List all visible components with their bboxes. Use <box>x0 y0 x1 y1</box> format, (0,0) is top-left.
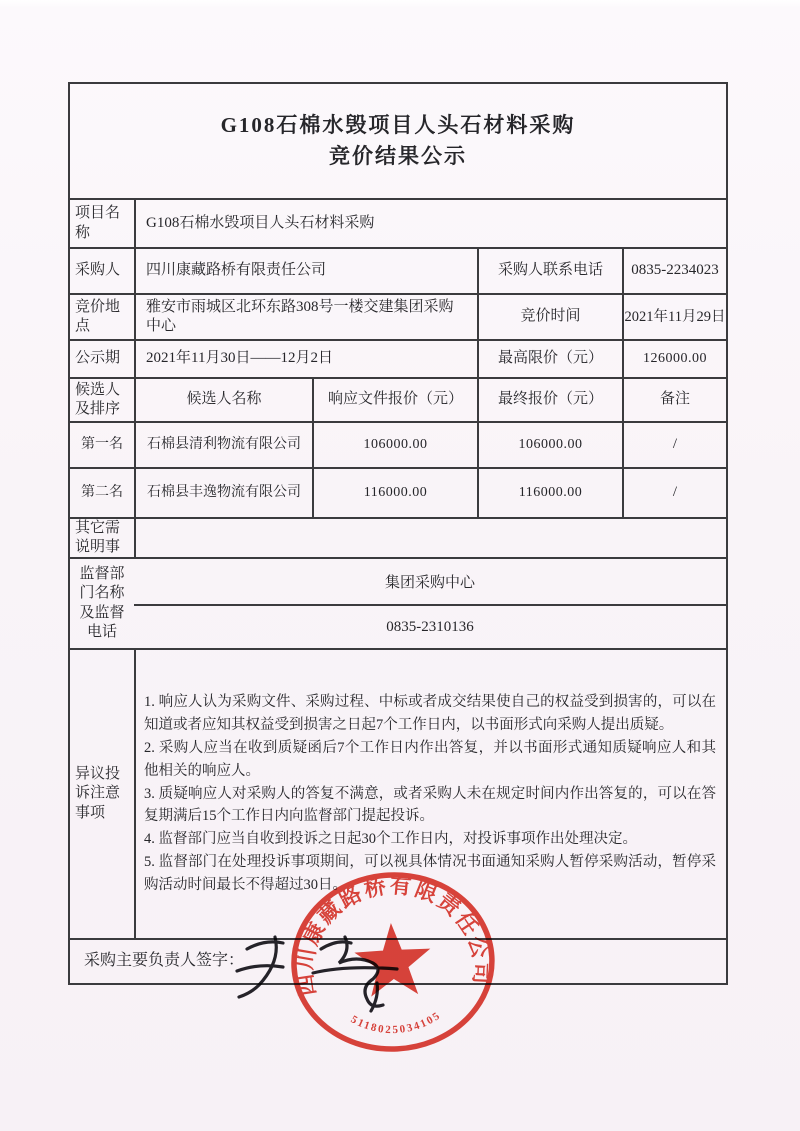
document-title <box>70 84 726 198</box>
candidate-2-remark: / <box>622 469 726 517</box>
candidate-1-rank: 第一名 <box>81 436 123 452</box>
objection-item-1: 1. 响应人认为采购文件、采购过程、中标或者成交结果使自己的权益受到损害的，可以在知道或者应知其权益受到损害之日起7个工作日内，以书面形式向采购人提出质疑。 <box>144 693 716 733</box>
objection-text <box>134 650 726 938</box>
supervision-department: 集团采购中心 <box>384 575 475 591</box>
candidate-row-2 <box>70 467 726 517</box>
max-price-value: 126000.00 <box>622 341 726 377</box>
bidding-time-value: 2021年11月29日 <box>622 295 726 339</box>
candidates-final-price-header: 最终报价（元） <box>477 379 622 421</box>
announcement-table <box>68 82 728 985</box>
candidates-doc-price-header: 响应文件报价（元） <box>312 379 477 421</box>
project-name-label: 项目名称 <box>75 205 121 241</box>
supervision-row <box>70 557 726 648</box>
supervision-phone: 0835-2310136 <box>134 604 726 648</box>
objection-row <box>70 648 726 938</box>
bidding-time-label: 竞价时间 <box>477 295 622 339</box>
bidding-place-label: 竞价地点 <box>75 298 121 334</box>
other-notes-row <box>70 517 726 557</box>
candidate-row-1 <box>70 421 726 467</box>
signature-row <box>70 938 726 983</box>
other-notes-label: 其它需说明事 <box>75 520 121 555</box>
bidding-place-value: 雅安市雨城区北环东路308号一楼交建集团采购中心 <box>134 295 477 339</box>
objection-item-4: 4. 监督部门应当自收到投诉之日起30个工作日内，对投诉事项作出处理决定。 <box>144 831 637 848</box>
objection-item-5: 5. 监督部门在处理投诉事项期间，可以视具体情况书面通知采购人暂停采购活动，暂停采购活动时间最长不得超过30日。 <box>144 854 716 894</box>
purchaser-label: 采购人 <box>75 262 121 279</box>
publicity-period-label: 公示期 <box>75 350 121 367</box>
signature-label: 采购主要负责人签字： <box>84 952 245 970</box>
candidate-1-doc-price: 106000.00 <box>312 423 477 467</box>
candidate-1-name: 石棉县清利物流有限公司 <box>134 423 312 467</box>
max-price-label: 最高限价（元） <box>477 341 622 377</box>
title-line-2: 竞价结果公示 <box>329 144 467 168</box>
title-line-1: G108石棉水毁项目人头石材料采购 <box>220 112 576 137</box>
publicity-period-value: 2021年11月30日——12月2日 <box>134 341 477 377</box>
candidate-2-doc-price: 116000.00 <box>312 469 477 517</box>
project-name-row <box>70 198 726 247</box>
candidate-1-remark: / <box>622 423 726 467</box>
title-row <box>70 84 726 198</box>
candidate-2-rank: 第二名 <box>81 484 123 500</box>
candidate-2-name: 石棉县丰逸物流有限公司 <box>134 469 312 517</box>
purchaser-row <box>70 247 726 293</box>
candidates-name-header: 候选人名称 <box>134 379 312 421</box>
project-name-value: G108石棉水毁项目人头石材料采购 <box>134 200 726 247</box>
candidate-1-final-price: 106000.00 <box>477 423 622 467</box>
supervision-values <box>134 559 726 648</box>
candidates-rank-header: 候选人及排序 <box>75 381 121 417</box>
purchaser-value: 四川康藏路桥有限责任公司 <box>134 249 477 293</box>
objection-label: 异议投诉注意事项 <box>75 765 121 821</box>
purchaser-phone-value: 0835-2234023 <box>622 249 726 293</box>
svg-text:5118025034105 <box>348 1009 444 1039</box>
candidates-header-row <box>70 377 726 421</box>
candidates-remark-header: 备注 <box>622 379 726 421</box>
objection-item-2: 2. 采购人应当在收到质疑函后7个工作日内作出答复，并以书面形式通知质疑响应人和其他相关的响应人。 <box>144 739 716 779</box>
other-notes-value <box>134 519 726 557</box>
supervision-label: 监督部门名称及监督电话 <box>79 565 125 640</box>
seal-company-name: 四川康藏路桥有限责任公司 <box>292 873 494 998</box>
bidding-place-row <box>70 293 726 339</box>
purchaser-phone-label: 采购人联系电话 <box>477 249 622 293</box>
seal-registration-number: 5118025034105 <box>348 1009 444 1037</box>
objection-item-3: 3. 质疑响应人对采购人的答复不满意，或者采购人未在规定时间内作出答复的，可以在答复期满后15个工作日内向监督部门提起投诉。 <box>144 785 716 825</box>
publicity-period-row <box>70 339 726 377</box>
candidate-2-final-price: 116000.00 <box>477 469 622 517</box>
